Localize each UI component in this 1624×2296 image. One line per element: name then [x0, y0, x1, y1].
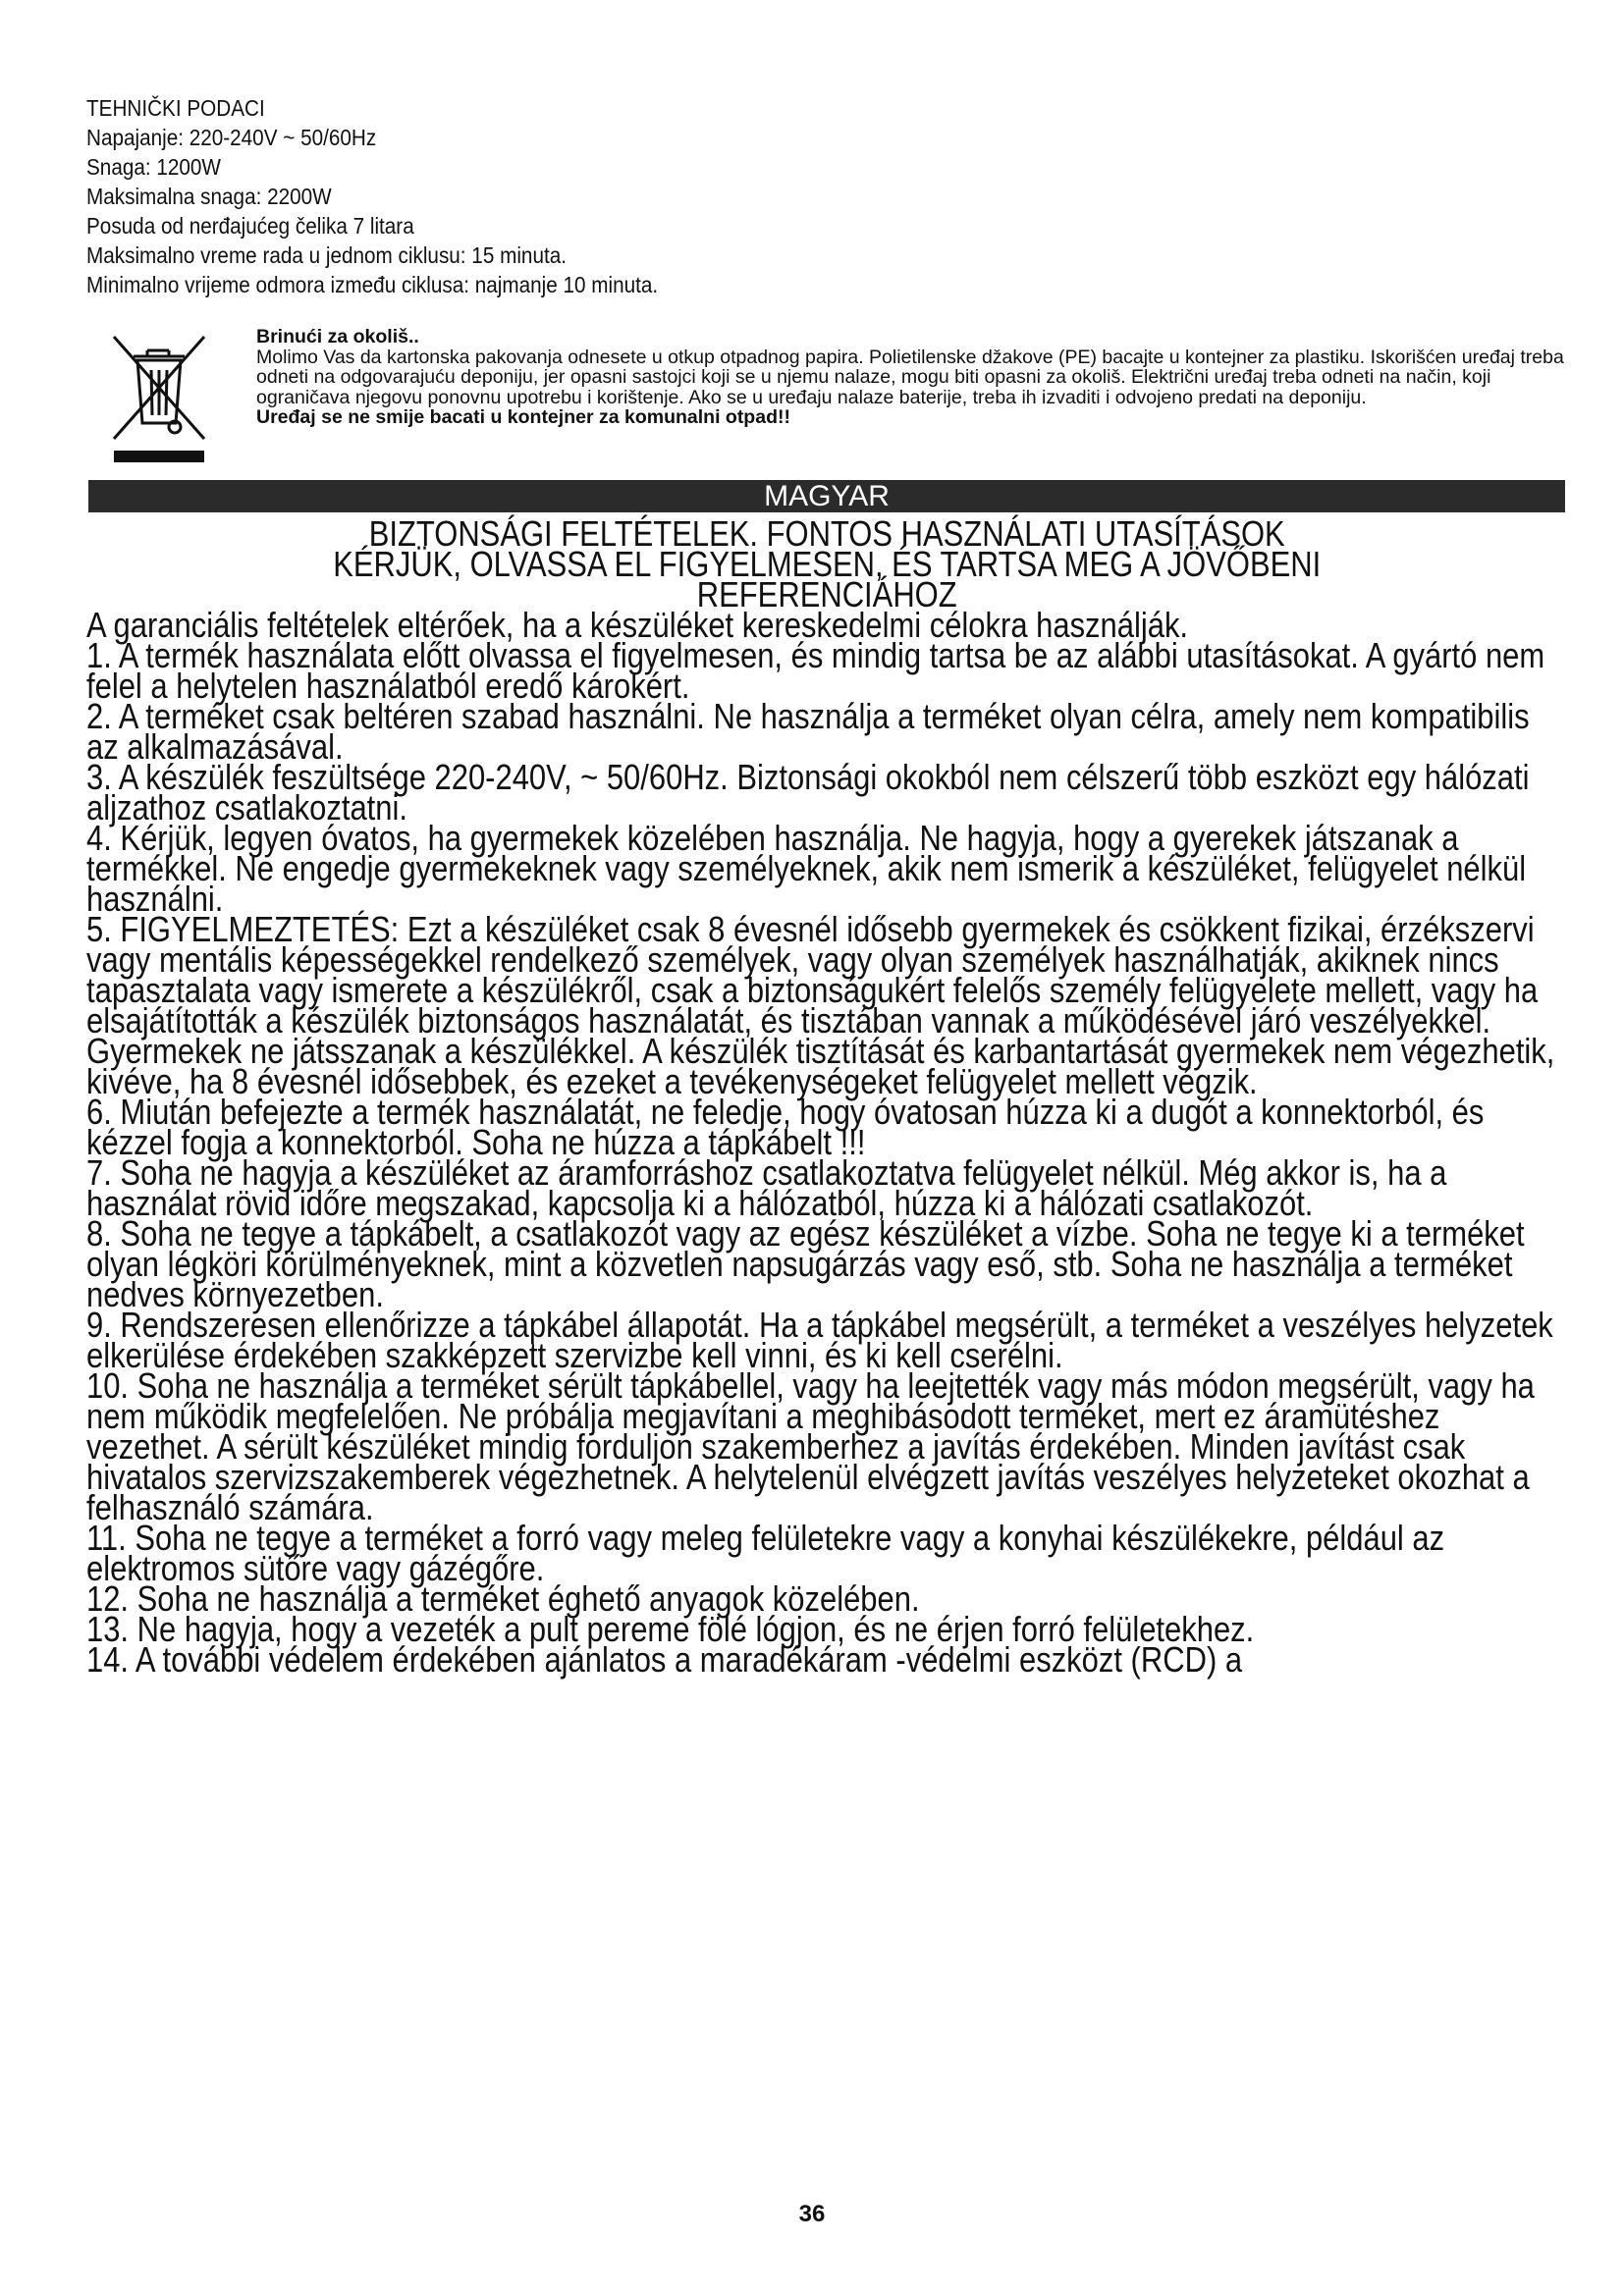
environment-notice — [86, 327, 1567, 476]
crossed-out-wheelie-bin-icon — [106, 329, 212, 466]
technical-data-line: Snaga: 1200W — [86, 154, 221, 180]
technical-data-line: Maksimalno vreme rada u jednom ciklusu: 15 minuta. — [86, 242, 567, 268]
technical-data-line: Minimalno vrijeme odmora između ciklusa: najmanje 10 minuta. — [86, 272, 659, 297]
paragraph: 12. Soha ne használja a terméket éghető anyagok közelében. — [86, 1578, 920, 1619]
hungarian-section — [86, 513, 1567, 1680]
paragraph: 1. A termék használata előtt olvassa el figyelmesen, és mindig tartsa be az alábbi utasításokat. A gyártó nem felel a helytelen használatból eredő károkért. — [86, 635, 1545, 706]
paragraph: 4. Kérjük, legyen óvatos, ha gyermekek közelében használja. Ne hagyja, hogy a gyerekek játszanak a termékkel. Ne engedje gyermekeknek vagy személyeknek, akik nem ismerik a készüléket, felügyelet nélkül használni. — [86, 818, 1527, 919]
safety-heading-line: BIZTONSÁGI FELTÉTELEK. FONTOS HASZNÁLATI UTASÍTÁSOK — [368, 513, 1285, 554]
paragraph: 14. A további védelem érdekében ajánlatos a maradékáram -védelmi eszközt (RCD) a — [86, 1639, 1243, 1680]
paragraph: 10. Soha ne használja a terméket sérült tápkábellel, vagy ha leejtették vagy más módon megsérült, vagy ha nem működik megfelelően. Ne próbálja megjavítani a meghibásodott terméket, mert ez áramütéshez vezethet. A sérült készüléket mindig forduljon szakemberhez a javítás érdekében. Minden javítást csak hivatalos szervizszakemberek végezhetnek. A helytelenül elvégzett javítás veszélyes helyzeteket okozhat a felhasználó számára. — [86, 1365, 1535, 1527]
environment-body: Molimo Vas da kartonska pakovanja odnesete u otkup otpadnog papira. Polietilenske džakove (PE) bacajte u kontejner za plastiku. Iskorišćen uređaj treba odneti na odgovarajuću deponiju, jer opasni sastojci koji se u njemu nalaze, mogu biti opasni za okoliš. Električni uređaj treba odneti na način, koji ograničava njegovu ponovnu upotrebu i korištenje. Ako se u uređaju nalaze baterije, treba ih izvaditi i odvojeno predati na deponiju. — [256, 346, 1564, 408]
paragraph: 13. Ne hagyja, hogy a vezeték a pult pereme fölé lógjon, és ne érjen forró felületekhez. — [86, 1609, 1255, 1649]
paragraph: 8. Soha ne tegye a tápkábelt, a csatlakozót vagy az egész készüléket a vízbe. Soha ne tegye ki a terméket olyan légköri körülményeknek, mint a közvetlen napsugárzás vagy eső, stb. Soha ne használja a terméket nedves környezetben. — [86, 1213, 1525, 1314]
paragraph: 11. Soha ne tegye a terméket a forró vagy meleg felületekre vagy a konyhai készülékekre, például az elektromos sütőre vagy gázégőre. — [86, 1518, 1445, 1588]
technical-data — [86, 93, 1562, 299]
manual-page — [86, 93, 1567, 1680]
technical-data-title: TEHNIČKI PODACI — [86, 95, 265, 121]
paragraph: 6. Miután befejezte a termék használatát, ne feledje, hogy óvatosan húzza ki a dugót a konnektorból, és kézzel fogja a konnektorból. Soha ne húzza a tápkábelt !!! — [86, 1092, 1485, 1162]
technical-data-line: Maksimalna snaga: 2200W — [86, 184, 332, 209]
paragraph: A garanciális feltételek eltérőek, ha a készüléket kereskedelmi célokra használják. — [86, 605, 1189, 645]
paragraph: 2. A terméket csak beltéren szabad használni. Ne használja a terméket olyan célra, amely nem kompatibilis az alkalmazásával. — [86, 696, 1530, 767]
paragraph: 7. Soha ne hagyja a készüléket az áramforráshoz csatlakoztatva felügyelet nélkül. Még akkor is, ha a használat rövid időre megszakad, kapcsolja ki a hálózatból, húzza ki a hálózati csatlakozót. — [86, 1152, 1447, 1223]
paragraph: 9. Rendszeresen ellenőrizze a tápkábel állapotát. Ha a tápkábel megsérült, a terméket a veszélyes helyzetek elkerülése érdekében szakképzett szervizbe kell vinni, és ki kell cserélni. — [86, 1305, 1553, 1375]
environment-warning: Uređaj se ne smije bacati u kontejner za komunalni otpad!! — [256, 406, 790, 428]
language-banner: MAGYAR — [88, 480, 1565, 512]
paragraph: 3. A készülék feszültsége 220-240V, ~ 50/60Hz. Biztonsági okokból nem célszerű több eszközt egy hálózati aljzathoz csatlakoztatni. — [86, 757, 1530, 828]
page-number: 36 — [798, 2201, 826, 2227]
paragraph: 5. FIGYELMEZTETÉS: Ezt a készüléket csak 8 évesnél idősebb gyermekek és csökkent fizikai, érzékszervi vagy mentális képességekkel rendelkező személyek, vagy olyan személyek használhatják, akiknek nincs tapasztalata vagy ismerete a készülékről, csak a biztonságukért felelős személy felügyelete mellett, vagy ha elsajátították a készülék biztonságos használatát, és tisztában vannak a működésével járó veszélyekkel. Gyermekek ne játsszanak a készülékkel. A készülék tisztítását és karbantartását gyermekek nem végezhetik, kivéve, ha 8 évesnél idősebbek, és ezeket a tevékenységeket felügyelet mellett végzik. — [86, 909, 1555, 1101]
safety-heading-line: KÉRJÜK, OLVASSA EL FIGYELMESEN, ÉS TARTSA MEG A JÖVŐBENI — [333, 544, 1322, 584]
safety-heading — [86, 513, 1567, 614]
environment-title: Brinući za okoliš.. — [256, 326, 419, 347]
technical-data-line: Napajanje: 220-240V ~ 50/60Hz — [86, 125, 377, 150]
technical-data-line: Posuda od nerđajućeg čelika 7 litara — [86, 213, 414, 239]
safety-heading-line: REFERENCIÁHOZ — [696, 574, 957, 614]
